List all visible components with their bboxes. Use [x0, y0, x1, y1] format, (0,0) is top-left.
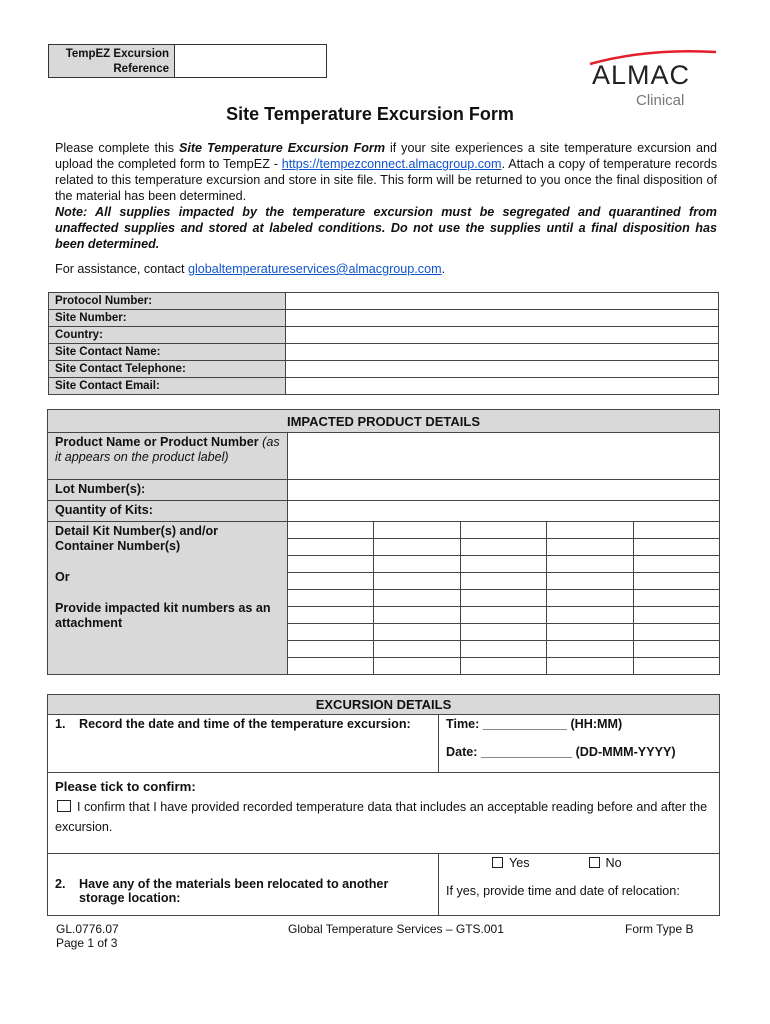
- yes-checkbox[interactable]: [492, 857, 503, 868]
- intro-text-3: . Attach a copy of temperature records related to this temperature excursion and store in site file. This form will be returned to you once the final disposition of the material has been determined.: [55, 157, 718, 203]
- reference-input[interactable]: [175, 45, 326, 77]
- kit-cell[interactable]: [288, 522, 374, 539]
- kit-cell[interactable]: [547, 658, 633, 675]
- contact-email-label: Site Contact Email:: [49, 378, 286, 395]
- time-blank[interactable]: ____________: [482, 717, 567, 731]
- quantity-input[interactable]: [288, 501, 720, 522]
- kit-cell[interactable]: [633, 624, 719, 641]
- footer-center: Global Temperature Services – GTS.001: [288, 922, 504, 936]
- kit-cell[interactable]: [288, 573, 374, 590]
- kit-cell[interactable]: [633, 641, 719, 658]
- kit-cell[interactable]: [547, 607, 633, 624]
- table-row: [49, 310, 719, 327]
- site-number-label: Site Number:: [49, 310, 286, 327]
- country-input[interactable]: [286, 327, 719, 344]
- no-label: No: [605, 856, 622, 870]
- product-name-input[interactable]: [288, 433, 720, 480]
- kit-cell[interactable]: [288, 624, 374, 641]
- tempez-link[interactable]: https://tempezconnect.almacgroup.com: [281, 157, 502, 171]
- kit-cell[interactable]: [288, 590, 374, 607]
- kit-cell[interactable]: [547, 539, 633, 556]
- confirm-checkbox[interactable]: [57, 800, 71, 812]
- table-row: [49, 378, 719, 395]
- kit-cell[interactable]: [460, 607, 546, 624]
- kit-number-label: [48, 522, 288, 675]
- intro-text-2: if your site experiences a site temperature excursion and upload the completed form to TempEZ -: [55, 141, 717, 171]
- country-label: Country:: [49, 327, 286, 344]
- kit-cell[interactable]: [460, 573, 546, 590]
- site-info-table: [48, 292, 719, 395]
- excursion-heading: EXCURSION DETAILS: [48, 695, 720, 715]
- reference-box: [48, 44, 327, 78]
- time-date-cell[interactable]: [439, 715, 720, 773]
- note-text: Note: All supplies impacted by the temperature excursion must be segregated and quarantined from unaffected supplies and stored at labeled conditions. Do not use the supplies until a final disposition has been determined.: [55, 205, 717, 251]
- site-number-input[interactable]: [286, 310, 719, 327]
- kit-cell[interactable]: [633, 573, 719, 590]
- kit-cell[interactable]: [633, 658, 719, 675]
- kit-cell[interactable]: [288, 607, 374, 624]
- kit-cell[interactable]: [374, 556, 460, 573]
- date-blank[interactable]: _____________: [481, 745, 573, 759]
- reference-label: TempEZ Excursion Reference: [49, 45, 175, 77]
- kit-cell[interactable]: [633, 607, 719, 624]
- kit-cell[interactable]: [374, 522, 460, 539]
- contact-name-input[interactable]: [286, 344, 719, 361]
- page-title: Site Temperature Excursion Form: [226, 104, 514, 124]
- logo-brand: ALMAC: [592, 60, 691, 90]
- relocation-text: If yes, provide time and date of relocation:: [446, 884, 680, 898]
- product-name-note: (as it appears on the product label): [55, 435, 280, 464]
- kit-cell[interactable]: [547, 590, 633, 607]
- date-label: Date:: [446, 745, 478, 759]
- kit-cell[interactable]: [547, 522, 633, 539]
- q1-cell: [48, 715, 439, 773]
- lot-number-input[interactable]: [288, 480, 720, 501]
- kit-cell[interactable]: [460, 539, 546, 556]
- confirm-cell: [48, 773, 720, 854]
- kit-cell[interactable]: [633, 590, 719, 607]
- document-code: GL.0776.07: [56, 922, 119, 936]
- protocol-label: Protocol Number:: [49, 293, 286, 310]
- kit-cell[interactable]: [374, 539, 460, 556]
- kit-number-text: Detail Kit Number(s) and/or Container Number(s): [55, 524, 219, 553]
- kit-cell[interactable]: [633, 522, 719, 539]
- intro-paragraph: [55, 140, 717, 252]
- kit-cell[interactable]: [547, 624, 633, 641]
- table-row: [49, 361, 719, 378]
- no-checkbox[interactable]: [589, 857, 600, 868]
- kit-cell[interactable]: [374, 624, 460, 641]
- date-format: (DD-MMM-YYYY): [575, 745, 676, 759]
- product-name-label: [48, 433, 288, 480]
- confirm-text: I confirm that I have provided recorded temperature data that includes an acceptable reading before and after the excursion.: [55, 800, 708, 834]
- relocation-cell: [439, 854, 720, 916]
- impacted-product-table: [47, 409, 720, 675]
- q2-number: 2.: [55, 876, 66, 891]
- logo-sub: Clinical: [636, 92, 685, 109]
- confirm-heading: Please tick to confirm:: [55, 779, 196, 794]
- kit-cell[interactable]: [460, 590, 546, 607]
- kit-cell[interactable]: [460, 658, 546, 675]
- kit-cell[interactable]: [374, 573, 460, 590]
- assistance-line: [55, 262, 445, 276]
- lot-number-label: Lot Number(s):: [48, 480, 288, 501]
- product-name-text: Product Name or Product Number: [55, 435, 259, 449]
- table-row: [49, 344, 719, 361]
- kit-cell[interactable]: [374, 607, 460, 624]
- kit-cell[interactable]: [460, 624, 546, 641]
- impacted-heading: IMPACTED PRODUCT DETAILS: [48, 410, 720, 433]
- q2-text: Have any of the materials been relocated to another storage location:: [79, 876, 389, 905]
- kit-cell[interactable]: [460, 556, 546, 573]
- kit-cell[interactable]: [547, 573, 633, 590]
- table-row: [49, 293, 719, 310]
- time-format: (HH:MM): [570, 717, 623, 731]
- contact-name-label: Site Contact Name:: [49, 344, 286, 361]
- time-label: Time:: [446, 717, 480, 731]
- protocol-input[interactable]: [286, 293, 719, 310]
- kit-cell[interactable]: [547, 556, 633, 573]
- assistance-email-link[interactable]: globaltemperatureservices@almacgroup.com: [188, 262, 442, 276]
- kit-cell[interactable]: [374, 658, 460, 675]
- contact-telephone-label: Site Contact Telephone:: [49, 361, 286, 378]
- kit-cell[interactable]: [288, 641, 374, 658]
- quantity-label: Quantity of Kits:: [48, 501, 288, 522]
- intro-form-name: Site Temperature Excursion Form: [178, 141, 386, 155]
- kit-cell[interactable]: [547, 641, 633, 658]
- intro-text-1: Please complete this: [55, 141, 175, 155]
- table-row: [49, 327, 719, 344]
- kit-cell[interactable]: [460, 522, 546, 539]
- contact-telephone-input[interactable]: [286, 361, 719, 378]
- form-type: Form Type B: [625, 922, 694, 936]
- kit-cell[interactable]: [288, 556, 374, 573]
- or-text: Or: [55, 570, 70, 584]
- q2-cell: [48, 854, 439, 916]
- assistance-end: .: [441, 262, 446, 276]
- kit-cell[interactable]: [288, 539, 374, 556]
- kit-cell[interactable]: [374, 641, 460, 658]
- q1-number: 1.: [55, 717, 66, 731]
- kit-cell[interactable]: [633, 556, 719, 573]
- assistance-text: For assistance, contact: [55, 262, 185, 276]
- yes-label: Yes: [509, 856, 530, 870]
- q1-text: Record the date and time of the temperature excursion:: [79, 717, 411, 731]
- excursion-details-table: [47, 694, 720, 916]
- kit-cell[interactable]: [374, 590, 460, 607]
- attach-text: Provide impacted kit numbers as an attachment: [55, 601, 271, 630]
- page-number: Page 1 of 3: [56, 936, 118, 950]
- kit-cell[interactable]: [633, 539, 719, 556]
- kit-cell[interactable]: [460, 641, 546, 658]
- contact-email-input[interactable]: [286, 378, 719, 395]
- kit-cell[interactable]: [288, 658, 374, 675]
